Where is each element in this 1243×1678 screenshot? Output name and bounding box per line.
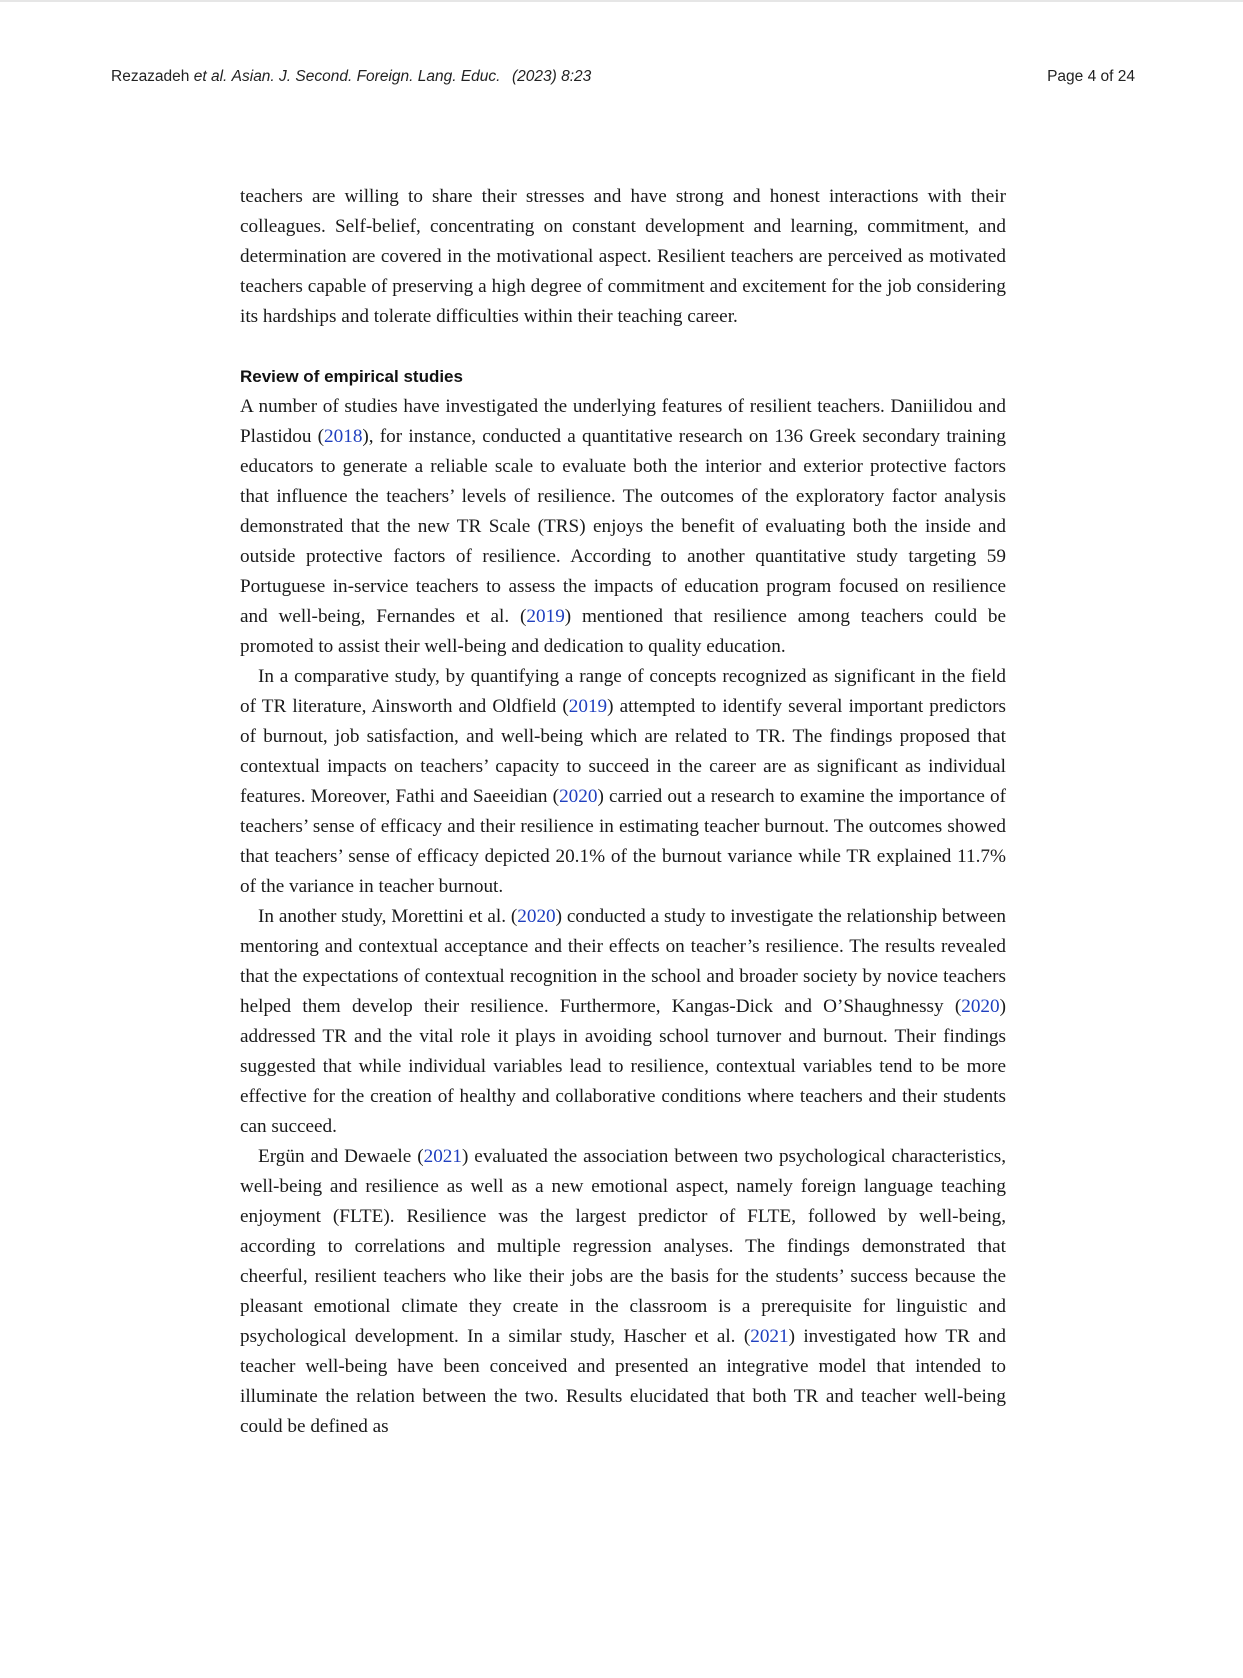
citation-link-2020[interactable]: 2020: [961, 996, 1000, 1017]
paragraph-2: [240, 662, 1006, 902]
p1-text-3: ) mentioned that resilience among teachers could be promoted to assist their well-being and dedication to quality education.: [240, 606, 1006, 657]
p3-text-3: ) addressed TR and the vital role it plays in avoiding school turnover and burnout. Their findings suggested that while individual variables lead to resilience, contextual variables tend to be more effective for the creation of healthy and collaborative conditions where teachers and their students can succeed.: [240, 996, 1006, 1137]
p4-text-1: Ergün and Dewaele (: [258, 1146, 424, 1167]
p4-text-2: ) evaluated the association between two psychological characteristics, well-being and resilience as well as a new emotional aspect, namely foreign language teaching enjoyment (FLTE). Resilience was the largest predictor of FLTE, followed by well-being, according to correlations and multiple regression analyses. The findings demonstrated that cheerful, resilient teachers who like their jobs are the basis for the students’ success because the pleasant emotional climate they create in the classroom is a prerequisite for linguistic and psychological development. In a similar study, Hascher et al. (: [240, 1146, 1006, 1347]
p2-text-1: In a comparative study, by quantifying a range of concepts recognized as significant in the field of TR literature, Ainsworth and Oldfield (: [240, 666, 1006, 717]
page-number: Page 4 of 24: [1047, 68, 1135, 85]
citation-line: [111, 68, 500, 86]
header-et-al: et al.: [193, 68, 228, 85]
p3-text-2: ) conducted a study to investigate the relationship between mentoring and contextual acceptance and their effects on teacher’s resilience. The results revealed that the expectations of contextual recognition in the school and broader society by novice teachers helped them develop their resilience. Furthermore, Kangas-Dick and O’Shaughnessy (: [240, 906, 1006, 1017]
citation-link-2019[interactable]: 2019: [568, 696, 608, 717]
paragraph-continuation: teachers are willing to share their stresses and have strong and honest interactions with their colleagues. Self-belief, concentrating on constant development and learning, commitment, and determination are covered in the motivational aspect. Resilient teachers are perceived as motivated teachers capable of preserving a high degree of commitment and excitement for the job considering its hardships and tolerate difficulties within their teaching career.: [240, 186, 1006, 327]
section-heading: Review of empirical studies: [240, 367, 463, 386]
p2-text-2: ) attempted to identify several important predictors of burnout, job satisfaction, and well-being which are related to TR. The findings proposed that contextual impacts on teachers’ capacity to succeed in the career are as significant as individual features. Moreover, Fathi and Saeeidian (: [240, 696, 1006, 807]
p4-text-3: ) investigated how TR and teacher well-being have been conceived and presented an integrative model that intended to illuminate the relation between the two. Results elucidated that both TR and teacher well-being could be defined as: [240, 1326, 1006, 1437]
paragraph-1: [240, 392, 1006, 662]
header-year-volume: (2023) 8:23: [512, 68, 592, 85]
citation-link-2019[interactable]: 2019: [526, 606, 565, 627]
citation-link-2020[interactable]: 2020: [559, 786, 598, 807]
citation-link-2020[interactable]: 2020: [517, 906, 556, 927]
header-authors: Rezazadeh: [111, 68, 190, 85]
running-header: [111, 68, 1135, 90]
header-journal: Asian. J. Second. Foreign. Lang. Educ.: [231, 68, 501, 85]
body-text: [240, 182, 1006, 1442]
citation-link-2021[interactable]: 2021: [423, 1146, 462, 1167]
paragraph-4: [240, 1142, 1006, 1442]
paragraph-3: [240, 902, 1006, 1142]
p3-text-1: In another study, Morettini et al. (: [258, 906, 518, 927]
top-rule: [0, 0, 1243, 2]
citation-link-2021[interactable]: 2021: [750, 1326, 789, 1347]
p1-text-2: ), for instance, conducted a quantitative research on 136 Greek secondary training educators to generate a reliable scale to evaluate both the interior and exterior protective factors that influence the teachers’ levels of resilience. The outcomes of the exploratory factor analysis demonstrated that the new TR Scale (TRS) enjoys the benefit of evaluating both the inside and outside protective factors of resilience. According to another quantitative study targeting 59 Portuguese in-service teachers to assess the impacts of education program focused on resilience and well-being, Fernandes et al. (: [240, 426, 1006, 627]
p1-text-1: A number of studies have investigated the underlying features of resilient teachers. Daniilidou and Plastidou (: [240, 396, 1006, 447]
p2-text-3: ) carried out a research to examine the importance of teachers’ sense of efficacy and their resilience in estimating teacher burnout. The outcomes showed that teachers’ sense of efficacy depicted 20.1% of the burnout variance while TR explained 11.7% of the variance in teacher burnout.: [240, 786, 1006, 897]
citation-link-2018[interactable]: 2018: [324, 426, 363, 447]
